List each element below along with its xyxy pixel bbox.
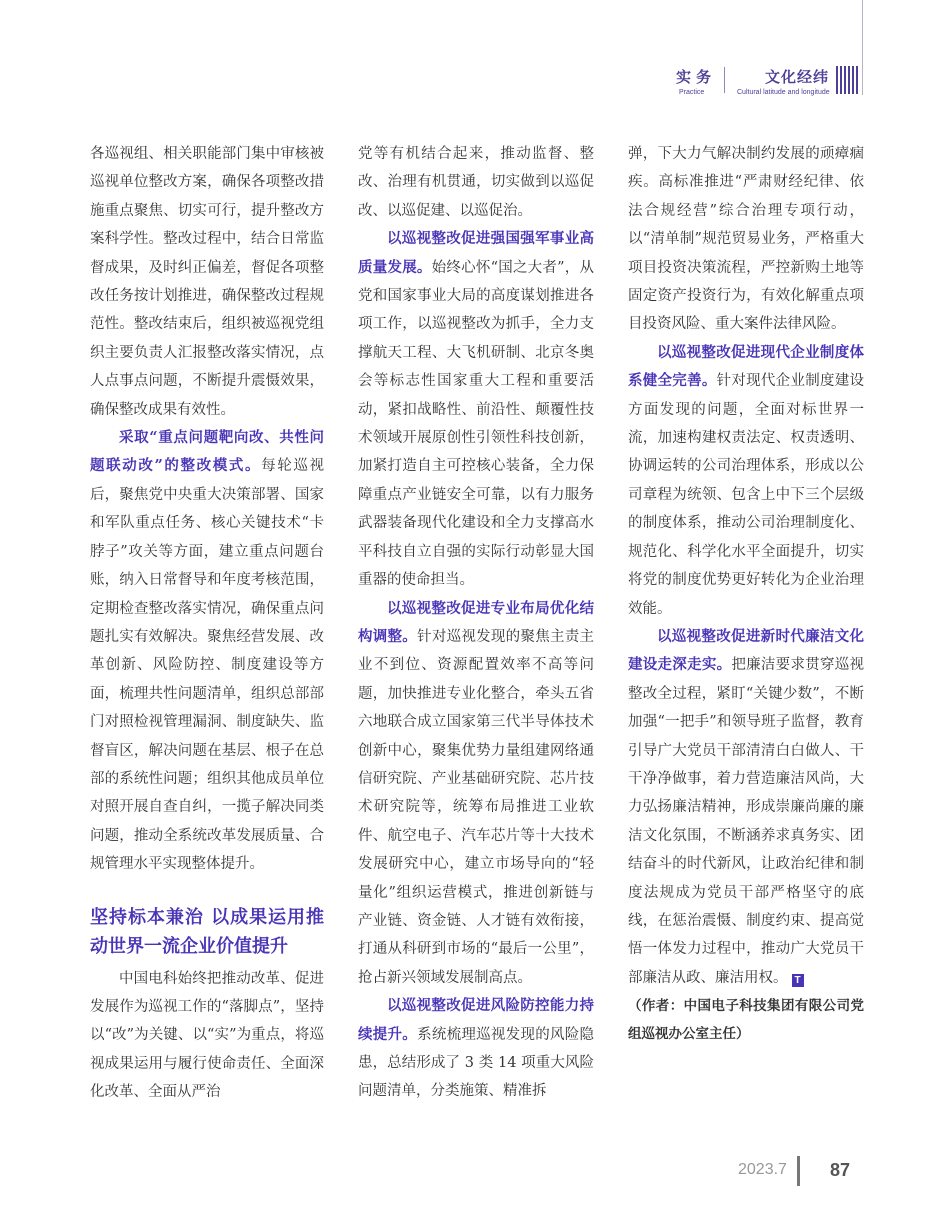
- section-label-cn: 实务: [676, 68, 717, 86]
- paragraph-heading: 以巡视整改促进现代企业制度体系健全完善。: [628, 343, 864, 390]
- paragraph-body: 针对现代企业制度建设方面发现的问题，全面对标世界一流，加速构建权责法定、权责透明、协调运转的公司治理体系，形成以公司章程为统领、包含上中下三个层级的制度体系，推动公司治理制度化、规范化、科学化水平全面提升，切实将党的制度优势更好转化为企业治理效能。: [628, 373, 865, 617]
- paragraph-heading: 以巡视整改促进专业布局优化结构调整。: [358, 599, 594, 645]
- paragraph-heading: 采取“重点问题靶向改、共性问题联动改”的整改模式。: [90, 429, 324, 475]
- header-separator: [724, 67, 725, 93]
- column-1: [90, 140, 324, 1107]
- paragraph-body: 把廉洁要求贯穿巡视整改全过程，紧盯“关键少数”，不断加强“一把手”和领导班子监督，教育引导广大党员干部清清白白做人、干干净净做事，着力营造廉洁风尚，大力弘扬廉洁精神，形成崇廉尚廉的廉洁文化氛围，不断涵养求真务实、团结奋斗的时代新风，让政治纪律和制度法规成为党员干部严格坚守的底线，在惩治震慑、制度约束、提高觉悟一体发力过程中，推动广大党员干部廉洁从政、廉洁用权。: [628, 657, 865, 986]
- column-label-en: Cultural latitude and longitude: [737, 89, 830, 96]
- paragraph: [358, 992, 594, 1106]
- paragraph: [628, 339, 864, 623]
- paragraph: 党等有机结合起来，推动监督、整改、治理有机贯通，切实做到以巡促改、以巡促建、以巡促治。: [358, 146, 594, 219]
- paragraph: 弹，下大力气解决制约发展的顽瘴痼疾。高标准推进“严肃财经纪律、依法合规经营”综合治理专项行动，以“清单制”规范贸易业务，严格重大项目投资决策流程，严控新购土地等固定资产投资行为，有效化解重点项目投资风险、重大案件法律风险。: [628, 146, 864, 333]
- paragraph: [628, 623, 864, 992]
- paragraph: 各巡视组、相关职能部门集中审核被巡视单位整改方案，确保各项整改措施重点聚焦、切实可行，提升整改方案科学性。整改过程中，结合日常监督成果，及时纠正偏差，督促各项整改任务按计划推进，确保整改过程规范性。整改结束后，组织被巡视党组织主要负责人汇报整改落实情况，点人点事点问题，不断提升震慑效果，确保整改成果有效性。: [90, 146, 324, 418]
- paragraph-heading: 以巡视整改促进强国强军事业高质量发展。: [358, 230, 594, 276]
- paragraph: [358, 595, 594, 993]
- column-3: [628, 140, 864, 1048]
- paragraph-body: 系统梳理巡视发现的风险隐患，总结形成了 3 类 14 项重大风险问题清单，分类施策、精准拆: [358, 1026, 595, 1100]
- issue-date: 2023.7: [738, 1161, 787, 1178]
- paragraph-heading: 以巡视整改促进风险防控能力持续提升。: [358, 997, 594, 1043]
- paragraph-heading: 以巡视整改促进新时代廉洁文化建设走深走实。: [628, 627, 864, 674]
- footer-divider: [797, 1156, 800, 1186]
- paragraph-body: 每轮巡视后，聚焦党中央重大决策部署、国家和军队重点任务、核心关键技术“卡脖子”攻关等方面，建立重点问题台账，纳入日常督导和年度考核范围，定期检查整改落实情况，确保重点问题扎实有效解决。聚焦经营发展、改革创新、风险防控、制度建设等方面，梳理共性问题清单，组织总部部门对照检视管理漏洞、制度缺失、监督盲区，解决问题在基层、根子在总部的系统性问题；组织其他成员单位对照开展自查自纠，一揽子解决同类问题，推动全系统改革发展质量、合规管理水平实现整体提升。: [90, 458, 325, 873]
- column-label: [737, 66, 830, 96]
- header-bars-icon: [836, 66, 858, 94]
- paragraph: [358, 225, 594, 594]
- section-title: 坚持标本兼治 以成果运用推动世界一流企业价值提升: [90, 906, 324, 957]
- paragraph-body: 始终心怀“国之大者”，从党和国家事业大局的高度谋划推进各项工作，以巡视整改为抓手，全力支撑航天工程、大飞机研制、北京冬奥会等标志性国家重大工程和重要活动，紧扣战略性、前沿性、颠覆性技术领域开展原创性引领性科技创新，加紧打造自主可控核心装备，全力保障重点产业链安全可靠，以有力服务武器装备现代化建设和全力支撑高水平科技自立自强的实际行动彰显大国重器的使命担当。: [358, 259, 595, 589]
- paragraph-body: 针对巡视发现的聚焦主责主业不到位、资源配置效率不高等问题，加快推进专业化整合，牵头五省六地联合成立国家第三代半导体技术创新中心，聚集优势力量组建网络通信研究院、产业基础研究院、芯片技术研究院等，统筹布局推进工业软件、航空电子、汽车芯片等十大技术发展研究中心，建立市场导向的“轻量化”组织运营模式，推进创新链与产业链、资金链、人才链有效衔接，打通从科研到市场的“最后一公里”，抢占新兴领域发展制高点。: [358, 628, 595, 986]
- section-label-en: Practice: [679, 89, 705, 96]
- author-note: （作者：中国电子科技集团有限公司党组巡视办公室主任）: [628, 998, 864, 1043]
- end-mark-icon: T: [792, 974, 804, 987]
- paragraph: [90, 424, 324, 879]
- top-divider-line: [862, 0, 863, 95]
- column-label-cn: 文化经纬: [764, 68, 829, 86]
- column-2: [358, 140, 594, 1106]
- page-number: 87: [830, 1160, 851, 1180]
- section-label: [676, 66, 716, 96]
- paragraph: 中国电科始终把推动改革、促进发展作为巡视工作的“落脚点”，坚持以“改”为关键、以“实”为重点，将巡视成果运用与履行使命责任、全面深化改革、全面从严治: [90, 970, 324, 1101]
